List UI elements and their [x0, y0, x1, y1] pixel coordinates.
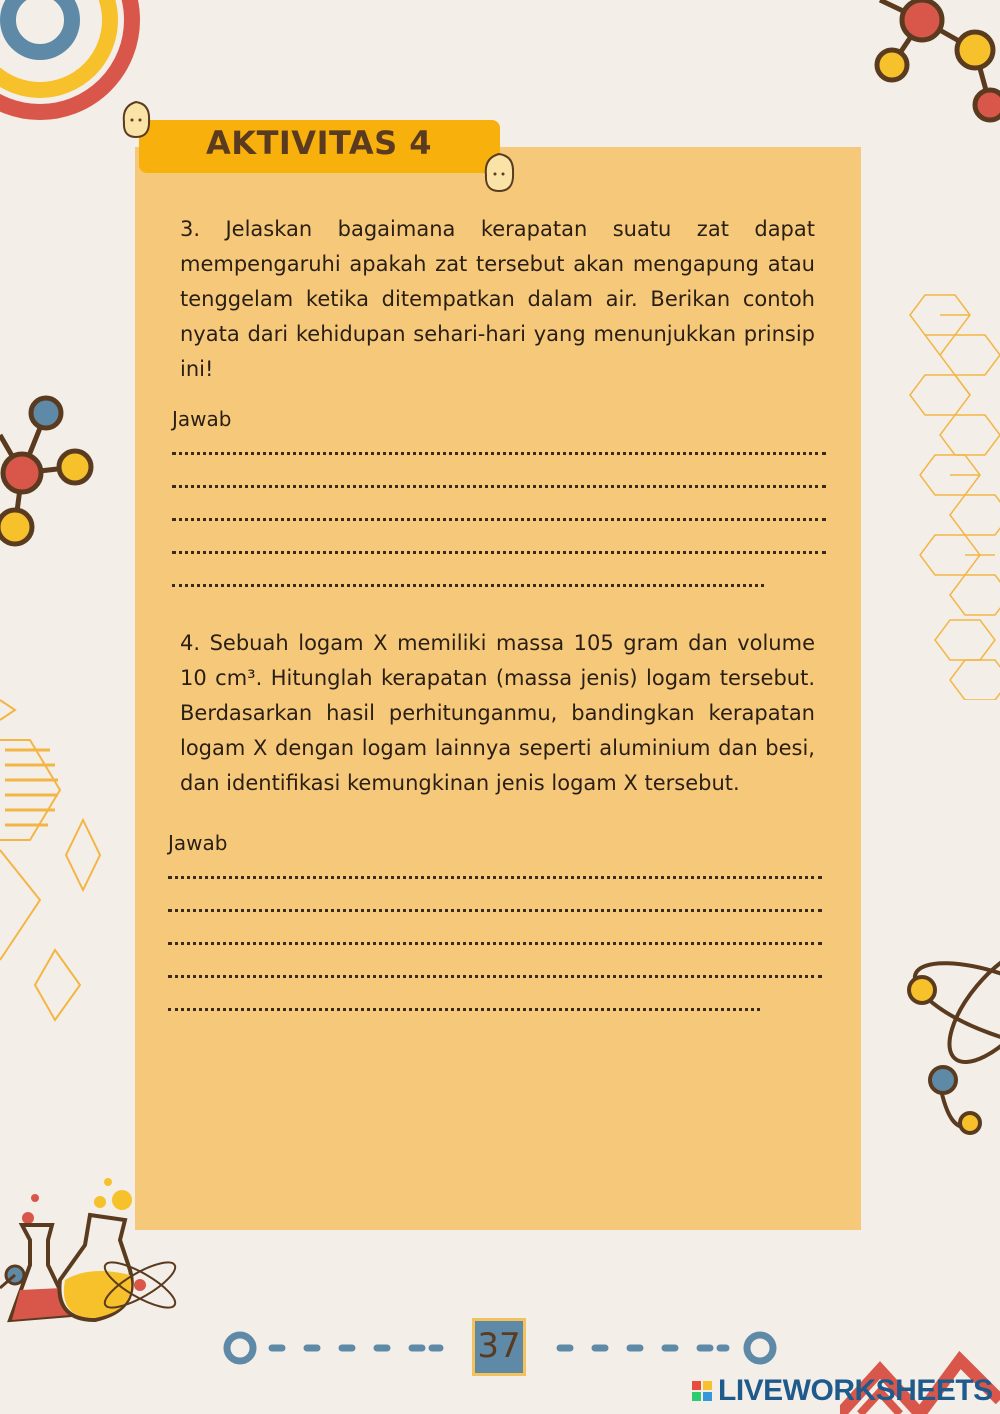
- hexagon-pattern-decoration: [0, 680, 110, 1030]
- answer-line[interactable]: [172, 584, 764, 587]
- molecule-decoration: [860, 0, 1000, 130]
- answer-line[interactable]: [168, 942, 822, 945]
- answer-line[interactable]: [172, 518, 826, 521]
- page-title: AKTIVITAS 4: [206, 124, 433, 162]
- answer-line[interactable]: [168, 876, 822, 879]
- bean-mascot-icon: [120, 100, 152, 140]
- answer-line[interactable]: [172, 452, 826, 455]
- answer-line[interactable]: [172, 485, 826, 488]
- answer-label: Jawab: [172, 407, 232, 431]
- molecule-decoration: [0, 395, 100, 555]
- page-number: 37: [477, 1326, 521, 1366]
- answer-label: Jawab: [168, 831, 228, 855]
- liveworksheets-logo-icon: [692, 1381, 712, 1401]
- question-text: 3. Jelaskan bagaimana kerapatan suatu zat dapat mempengaruhi apakah zat tersebut akan mengapung atau tenggelam ketika ditempatkan dalam air. Berikan contoh nyata dari kehidupan sehari-hari yang menunjukkan prinsip ini!: [180, 217, 815, 381]
- answer-line[interactable]: [168, 975, 822, 978]
- rainbow-arc-decoration: [0, 0, 140, 140]
- answer-line[interactable]: [168, 1008, 760, 1011]
- answer-line[interactable]: [172, 551, 826, 554]
- atom-decoration: [900, 885, 1000, 1135]
- watermark-text: LIVEWORKSHEETS: [718, 1374, 993, 1407]
- hexagon-pattern-decoration: [905, 290, 1000, 700]
- answer-line[interactable]: [168, 909, 822, 912]
- liveworksheets-watermark: [692, 1374, 993, 1408]
- bean-mascot-icon: [482, 152, 516, 194]
- question-text: 4. Sebuah logam X memiliki massa 105 gram dan volume 10 cm³. Hitunglah kerapatan (massa jenis) logam tersebut. Berdasarkan hasil perhitunganmu, bandingkan kerapatan logam X dengan logam lainnya seperti aluminium dan besi, dan identifikasi kemungkinan jenis logam X tersebut.: [180, 631, 815, 795]
